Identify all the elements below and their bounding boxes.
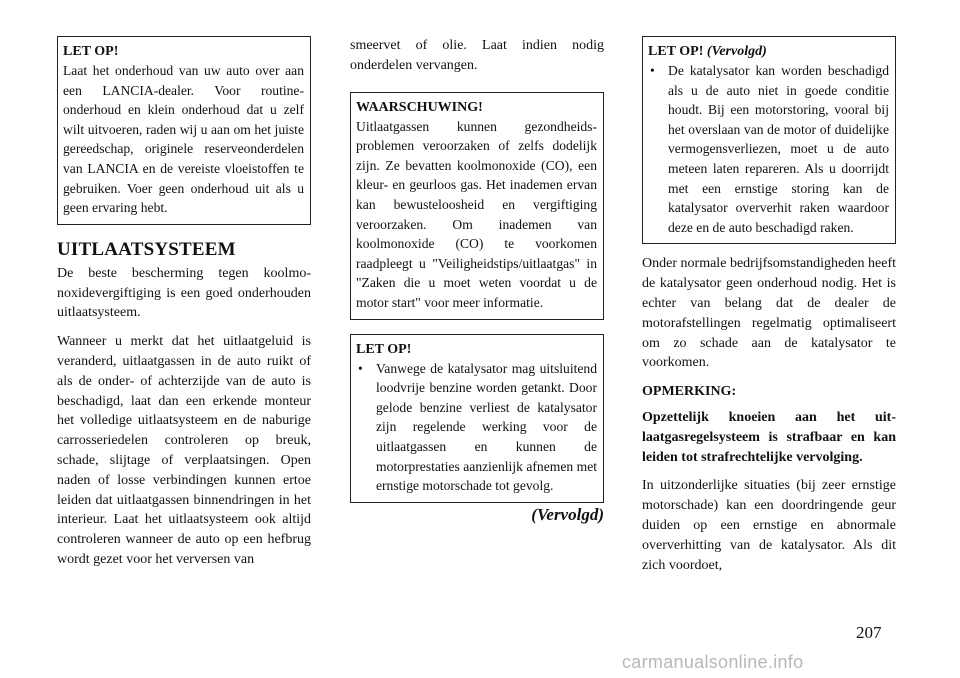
caution-box (350, 334, 604, 503)
paragraph: In uitzonderlijke situaties (bij zeer ernstige motorschade) kan een doordringende geur duiden op een ernstige en abnormale oververhitting van de katalysator. Als dit zich voordoet, (642, 478, 896, 573)
caution-title-continued: (Vervolgd) (706, 44, 767, 59)
column-left (57, 36, 311, 579)
caution-title: LET OP! (356, 341, 412, 357)
watermark: carmanualsonline.info (622, 652, 804, 672)
warning-box (350, 92, 604, 320)
paragraph: smeervet of olie. Laat indien nodig onderdelen vervangen. (350, 38, 604, 73)
paragraph: Wanneer u merkt dat het uitlaatgeluid is veranderd, uitlaatgassen in de auto ruikt of als de onder- of achterzijde van de auto is beschadigd, laat dan een erkende monteur het volledige uitlaatsysteem en de naburige carrosseriedelen controleren op breuk, schade, slijtage of verplaatsingen. Open naden of losse verbindingen kunnen ertoe leiden dat uitlaatgassen binnendringen in het interieur. Laat het uitlaatsysteem ook altijd controleren wanneer de auto op een hefbrug wordt gezet voor het verversen van (57, 334, 311, 567)
bullet-list (648, 61, 889, 237)
paragraph: De beste bescherming tegen koolmonoxidevergiftiging is een goed onderhouden uitlaatsysteem. (57, 265, 311, 321)
caution-title (648, 43, 889, 61)
warning-text: Uitlaatgassen kunnen gezondheidsproblemen veroorzaken of zelfs dodelijk zijn. Ze bevatten koolmonoxide (CO), een kleur- en geurloos gas. Het inademen ervan kan bewusteloosheid en vergiftiging veroorzaken. Om inademen van koolmonoxide (CO) te voorkomen raadpleegt u "Veiligheidstips/uitlaatgas" in "Zaken die u moet weten voordat u de motor start" voor meer informatie. (356, 118, 597, 310)
warning-title: WAARSCHUWING! (356, 99, 483, 115)
bullet-list (356, 359, 597, 496)
column-middle (350, 36, 604, 525)
column-right (642, 36, 896, 584)
caution-text: Laat het onderhoud van uw auto over aan een LANCIA-dealer. Voor routine-onderhoud en klein onderhoud dat u zelf wilt uitvoeren, raden wij u aan om het juiste gereedschap, originele reserveonderdelen van LANCIA en de vereiste vloeistoffen te gebruiken. Voer geen onderhoud uit als u geen ervaring hebt. (63, 63, 304, 216)
bullet-text: De katalysator kan worden beschadigd als u de auto niet in goede conditie houdt. Bij een motorstoring, vooral bij het overslaan van de motor of duidelijke vermogensverliezen, moet u de auto meteen laten repareren. Als u doorrijdt met een ernstige storing kan de katalysator oververhit raken waardoor deze en de auto beschadigd raken. (668, 63, 889, 235)
bullet-icon: • (358, 360, 363, 376)
bullet-text: Vanwege de katalysator mag uitsluitend loodvrije benzine worden getankt. Door gelode benzine verliest de katalysator zijn regelende werking voor de uitlaatgassen en kunnen de motorprestaties aanzienlijk afnemen met ernstige motorschade tot gevolg. (376, 360, 597, 494)
list-item (356, 359, 597, 496)
section-heading: UITLAATSYSTEEM (57, 238, 236, 260)
caution-box (642, 36, 896, 244)
paragraph: Onder normale bedrijfsomstandigheden heeft de katalysator geen onderhoud nodig. Het is echter van belang dat de dealer de motorafstellingen regelmatig optimaliseert om zo schade aan de katalysator te voorkomen. (642, 256, 896, 371)
caution-title-text: LET OP! (648, 44, 704, 59)
note-label: OPMERKING: (642, 384, 737, 400)
bullet-icon: • (650, 63, 655, 78)
note-text: Opzettelijk knoeien aan het uitlaatgasregelsysteem is strafbaar en kan leiden tot strafrechtelijke vervolging. (642, 409, 896, 465)
continued-label: (Vervolgd) (531, 504, 604, 524)
caution-box (57, 36, 311, 225)
page-number: 207 (856, 623, 882, 642)
caution-title: LET OP! (63, 44, 119, 59)
list-item (648, 61, 889, 237)
